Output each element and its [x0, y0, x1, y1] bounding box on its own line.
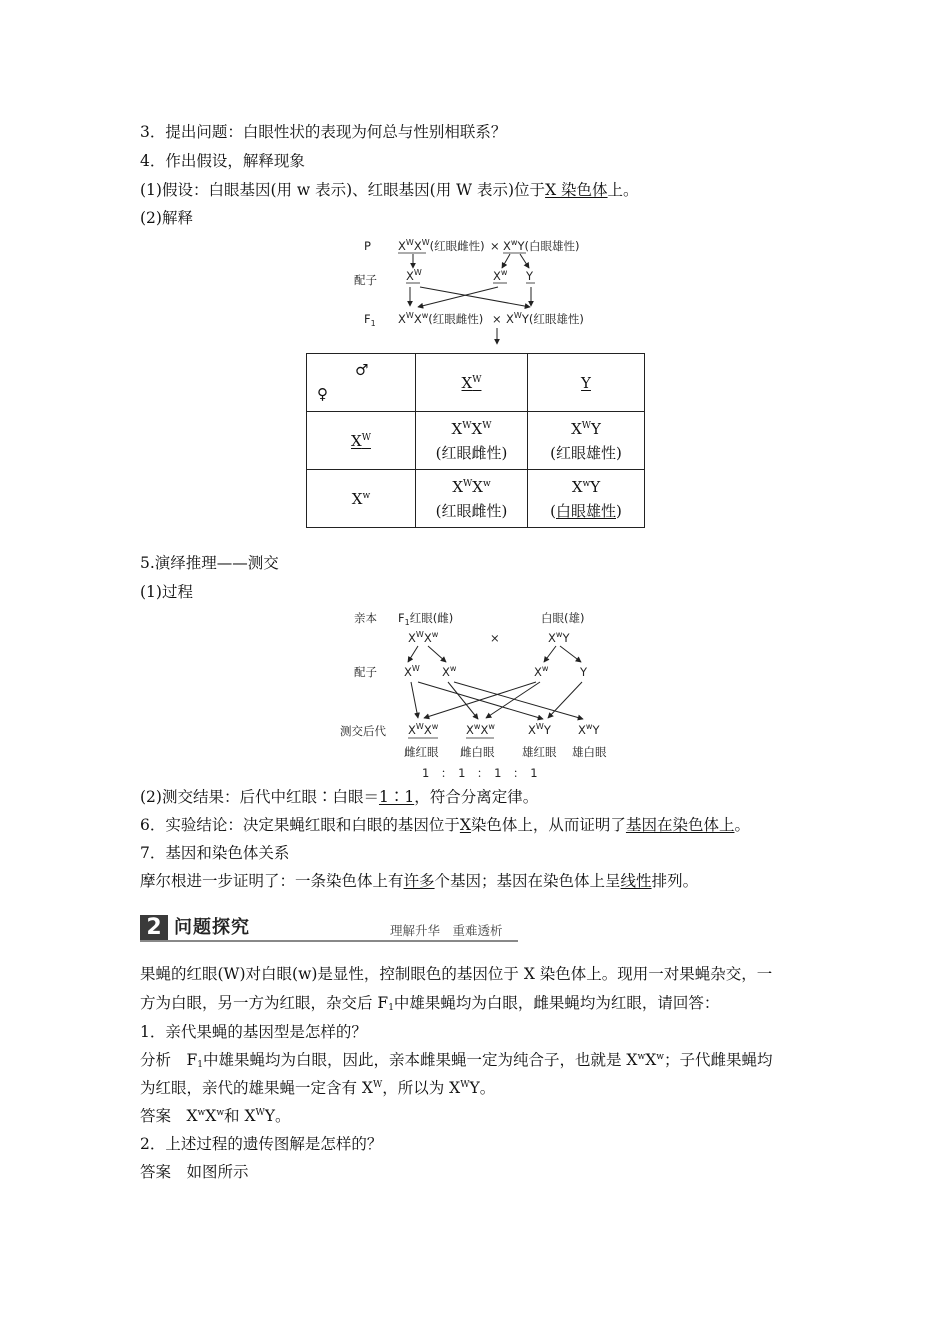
gamete-y: Y — [526, 269, 534, 283]
analysis-line-2: 为红眼，亲代的雄果蝇一定含有 $X^W$，所以为 $X^WY$。 — [140, 1079, 496, 1097]
answer-2: 答案 如图所示 — [140, 1163, 249, 1181]
cross-diagram-parental — [340, 232, 630, 370]
cross-sign: × — [490, 239, 500, 253]
section-title: 问题探究 — [174, 917, 250, 938]
step-5-title: 5.演绎推理——测交 — [140, 554, 279, 572]
offspring-xwxw-white: $X^wX^w$ — [466, 722, 495, 737]
pheno-female-red: 雌红眼 — [404, 745, 439, 759]
label-f1: $F_1$ — [364, 312, 376, 328]
female-symbol: ♀ — [317, 385, 328, 403]
answer-1: 答案 $X^wX^w$和 $X^WY$。 — [140, 1107, 291, 1125]
male-symbol: ♂ — [355, 361, 369, 379]
gamete2-xw-upper: $X^W$ — [404, 664, 420, 679]
step-4-explain: (2)解释 — [140, 209, 193, 227]
female-genotype: $X^WX^w$ — [408, 630, 439, 645]
section-banner — [140, 914, 520, 944]
label-parent: 亲本 — [354, 611, 377, 625]
step-3-question: 3．提出问题：白眼性状的表现为何总与性别相联系？ — [140, 123, 507, 141]
section-number-badge: 2 — [140, 915, 168, 941]
p-female-genotype: $X^WX^W$(红眼雌性) — [398, 238, 485, 253]
label-p: P — [364, 239, 371, 253]
row-xw-upper: $X^W$ — [307, 412, 416, 470]
p-male-genotype: $X^wY$(白眼雄性) — [503, 238, 580, 253]
label-gamete: 配子 — [354, 273, 377, 287]
offspring-xwxw: $X^WX^w$ — [408, 722, 439, 737]
header-y: Y — [528, 354, 645, 412]
gamete2-xw-lower: $X^w$ — [442, 664, 457, 679]
section-subtitle: 理解升华 重难透析 — [390, 923, 503, 938]
male-genotype: $X^wY$ — [548, 630, 570, 645]
morgan-statement: 摩尔根进一步证明了：一条染色体上有许多个基因；基因在染色体上呈线性排列。 — [140, 872, 699, 890]
cell-xwxw-hetero: $X^WX^w$ (红眼雌性) — [416, 470, 528, 528]
pheno-male-red: 雄红眼 — [522, 745, 557, 759]
pheno-male-white: 雄白眼 — [572, 745, 607, 759]
problem-line-1: 果蝇的红眼(W)对白眼(w)是显性，控制眼色的基因位于 X 染色体上。现用一对果蝇杂交，一 — [140, 965, 773, 983]
f1-male-genotype: $X^WY$(红眼雄性) — [506, 311, 584, 326]
answer-x-chromosome: X 染色体 — [545, 181, 608, 199]
f1-red-female: $F_1$红眼(雌) — [398, 611, 454, 627]
offspring-xwy: $X^WY$ — [528, 722, 551, 737]
row-xw-lower: $X^w$ — [307, 470, 416, 528]
cell-xwxw: $X^WX^W$ (红眼雌性) — [416, 412, 528, 470]
header-xw: $X^W$ — [416, 354, 528, 412]
pheno-female-white: 雌白眼 — [460, 745, 495, 759]
step-7-title: 7．基因和染色体关系 — [140, 844, 290, 862]
step-4-hypothesis: (1)假设：白眼基因(用 w 表示)、红眼基因(用 W 表示)位于X 染色体上。 — [140, 181, 639, 199]
question-1: 1．亲代果蝇的基因型是怎样的？ — [140, 1023, 367, 1041]
cross-sign-2: × — [490, 631, 500, 645]
gamete2-xw-male: $X^w$ — [534, 664, 549, 679]
test-cross-diagram — [338, 606, 628, 782]
step-5-process: (1)过程 — [140, 583, 193, 601]
step-6-conclusion: 6．实验结论：决定果蝇红眼和白眼的基因位于X染色体上，从而证明了基因在染色体上。 — [140, 816, 750, 834]
punnett-square — [306, 353, 645, 528]
label-gamete-2: 配子 — [354, 665, 377, 679]
analysis-line-1: 分析 $F_1$中雄果蝇均为白眼，因此，亲本雌果蝇一定为纯合子，也就是 $X^wX^w$；子代雌果蝇均 — [140, 1051, 773, 1070]
gamete-xw-female: $X^W$ — [406, 268, 422, 283]
cell-xwy-white: $X^wY$ (白眼雄性) — [528, 470, 645, 528]
gamete2-y: Y — [580, 665, 588, 679]
corner-cell — [307, 354, 416, 412]
test-cross-result: (2)测交结果：后代中红眼∶白眼＝1∶1，符合分离定律。 — [140, 788, 539, 806]
white-male: 白眼(雄) — [541, 611, 585, 625]
f1-female-genotype: $X^WX^w$(红眼雌性) — [398, 311, 484, 326]
cell-xwy: $X^WY$ (红眼雄性) — [528, 412, 645, 470]
question-2: 2．上述过程的遗传图解是怎样的？ — [140, 1135, 383, 1153]
f1-cross-sign: × — [492, 312, 502, 326]
step-4-title: 4．作出假设，解释现象 — [140, 152, 305, 170]
offspring-xwy-white: $X^wY$ — [578, 722, 600, 737]
problem-line-2: 方为白眼，另一方为红眼，杂交后 $F_1$中雄果蝇均为白眼，雌果蝇均为红眼，请回答： — [140, 994, 720, 1013]
ratio: 1 ： 1 ： 1 ： 1 — [422, 766, 538, 780]
label-offspring: 测交后代 — [340, 724, 386, 738]
gamete-xw-male: $X^w$ — [493, 268, 508, 283]
